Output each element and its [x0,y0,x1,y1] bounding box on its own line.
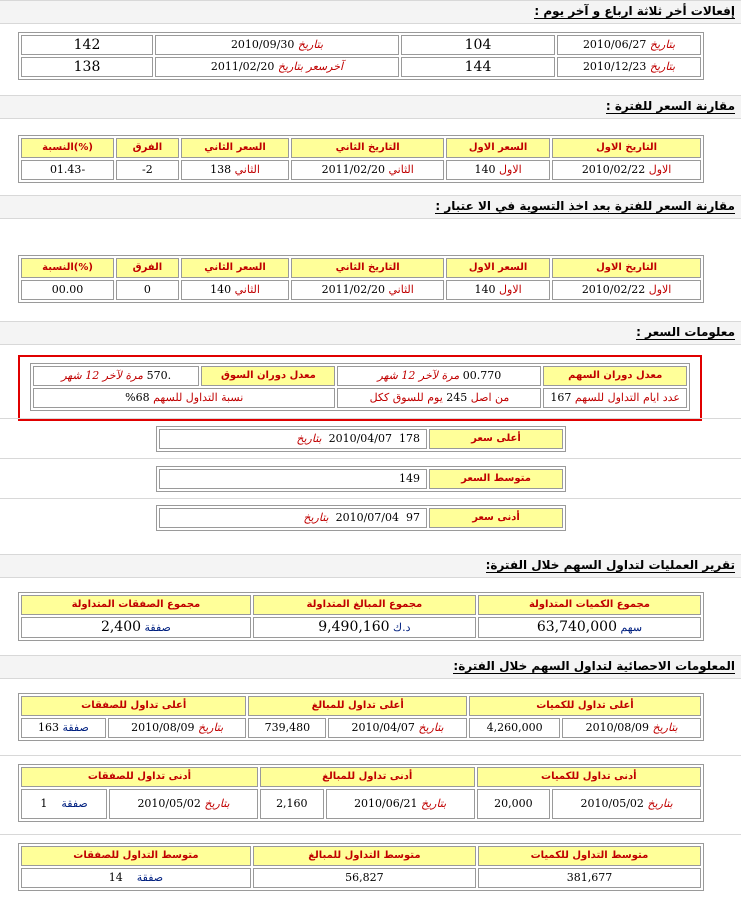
col-header: متوسط التداول للكميات [478,846,701,866]
col-header: السعر الثاني [181,258,290,278]
high-price-value: 178 [399,432,420,445]
turnover-table [30,363,690,411]
price-cell: 138 [21,57,153,77]
first-date: 2010/02/22 [581,283,646,296]
operations-table [18,592,704,641]
table-row [21,868,701,888]
divider [0,498,741,499]
total-amount-value: 9,490,160 [318,619,390,635]
col-header: التاريخ الاول [552,138,701,158]
deals-cell [21,718,106,738]
trading-days-label: عدد ايام التداول للسهم [574,391,680,404]
avg-price-value: 149 [159,469,427,489]
section-title: إفعالات أخر ثلاثة ارباع و آخر يوم : [534,4,735,18]
market-days-value: 245 [446,391,468,404]
first-label: الاول [499,163,522,176]
table-row [159,508,563,528]
second-label: الثاني [388,163,414,176]
date-cell [557,57,701,77]
col-header: مجموع الصفقات المتداولة [21,595,251,615]
section-title: مقارنة السعر للفترة : [605,99,735,113]
total-deals-cell [21,617,251,638]
low-price-cell [159,508,427,528]
deals-value: 163 [37,721,59,734]
date-cell [328,718,467,738]
price-cell: 104 [401,35,555,55]
section-header-compare [0,95,741,119]
date-cell [562,718,701,738]
total-deals-value: 2,400 [100,619,142,635]
value-cell: 4,260,000 [469,718,560,738]
table-row [21,789,701,819]
high-price-table [156,426,566,452]
col-header: التاريخ الثاني [291,138,444,158]
first-label: الاول [499,283,522,296]
total-quantity-cell [478,617,701,638]
unit-label: صفقة [144,621,171,634]
table-row [21,617,701,638]
second-date: 2011/02/20 [321,283,385,296]
date-label: بتاريخ [420,797,447,810]
avg-quantity-value: 381,677 [478,868,701,888]
divider [0,458,741,459]
table-row [21,718,701,738]
first-date: 2010/02/22 [581,163,646,176]
date-label: بتاريخ [652,721,678,734]
section-title: معلومات السعر : [636,325,735,339]
table-header-row [21,696,701,716]
diff-cell: 2- [116,160,179,180]
date-label: بتاريخ [296,432,322,445]
avg-deals-cell [21,868,251,888]
date-cell [557,35,701,55]
last-price-label: آخرسعر [306,60,344,73]
table-row [21,280,701,300]
deals-value: 1 [40,797,48,810]
col-header: التاريخ الاول [552,258,701,278]
date-value: 2010/06/27 [582,38,647,51]
second-label: الثاني [234,163,260,176]
table-row [21,57,701,77]
table-row [21,160,701,180]
date-value: 2010/05/02 [580,797,644,810]
market-days-cell [337,388,541,408]
unit-label: د.ك [393,621,411,634]
col-header: (%)النسبة [21,138,114,158]
table-header-row [21,595,701,615]
first-price-cell [446,280,550,300]
col-header: أعلى تداول للكميات [469,696,701,716]
high-price-cell [159,429,427,449]
divider [0,418,741,419]
unit-label: صفقة [136,871,164,884]
compare-table [18,135,704,183]
date-cell [155,57,399,77]
col-header: الفرق [116,138,179,158]
section-title: تقرير العمليات لتداول السهم خلال الفترة: [485,558,735,572]
section-title: مقارنة السعر للفترة بعد اخذ التسوية في الا عتبار : [435,199,735,213]
first-price-cell [446,160,550,180]
date-cell [326,789,475,819]
trading-days-cell [543,388,687,408]
date-label: بتاريخ [649,60,676,73]
pct-cell: 00.00 [21,280,114,300]
trading-ratio-label: نسبة التداول للسهم [153,391,244,404]
market-turnover-value: .570 [146,369,172,382]
second-date-cell [291,280,444,300]
avg-price-table [156,466,566,492]
first-label: الاول [648,163,672,176]
col-header: أدنى تداول للمبالغ [260,767,475,787]
trading-days-value: 167 [550,391,572,404]
market-turnover-cell [33,366,199,386]
section-header-statistics [0,655,741,679]
second-price: 140 [210,283,232,296]
col-header: مجموع المبالغ المتداولة [253,595,476,615]
second-label: الثاني [234,283,260,296]
first-date-cell [552,280,701,300]
high-price-header: أعلى سعر [429,429,563,449]
avg-price-header: متوسط السعر [429,469,563,489]
date-cell [109,789,258,819]
date-value: 2010/04/07 [351,721,415,734]
table-row [159,429,563,449]
date-label: بتاريخ [297,38,324,51]
value-cell: 2,160 [260,789,324,819]
section-header-operations [0,554,741,578]
first-date-cell [552,160,701,180]
trading-ratio-cell [33,388,335,408]
date-value: 2010/08/09 [585,721,649,734]
unit-label: يوم للسوق ككل [369,391,443,404]
section-header-price-info [0,321,741,345]
date-value: 2010/06/21 [354,797,418,810]
deals-cell [21,789,107,819]
last3-table [18,32,704,80]
stock-turnover-cell [337,366,541,386]
low-price-table [156,505,566,531]
section-header-last3 [0,0,741,24]
col-header: أدنى تداول للكميات [477,767,701,787]
col-header: السعر الثاني [181,138,290,158]
first-price: 140 [474,283,496,296]
price-cell: 144 [401,57,555,77]
date-cell [108,718,247,738]
avg-deals-value: 14 [108,871,123,884]
first-price: 140 [474,163,496,176]
pct-cell: -01.43 [21,160,114,180]
stock-turnover-header: معدل دوران السهم [543,366,687,386]
total-amount-cell [253,617,476,638]
compare-adjusted-table [18,255,704,303]
date-label: بتاريخ [197,721,224,734]
unit-label: مرة لآخر 12 شهر [61,369,144,382]
col-header: متوسط التداول للصفقات [21,846,251,866]
low-price-header: أدنى سعر [429,508,563,528]
price-cell: 142 [21,35,153,55]
second-label: الثاني [388,283,414,296]
date-label: بتاريخ [647,797,673,810]
unit-label: صفقة [62,721,89,734]
value-cell: 20,000 [477,789,551,819]
col-header: أعلى تداول للمبالغ [248,696,466,716]
col-header: أعلى تداول للصفقات [21,696,246,716]
of-label: من اصل [470,391,510,404]
date-value: 2010/12/23 [582,60,647,73]
second-date: 2011/02/20 [321,163,385,176]
date-value: 2010/08/09 [131,721,195,734]
date-label: بتاريخ [204,797,230,810]
col-header: (%)النسبة [21,258,114,278]
divider [0,755,741,756]
table-header-row [21,846,701,866]
col-header: السعر الاول [446,138,550,158]
unit-label: مرة لآخر 12 شهر [377,369,460,382]
col-header: أدنى تداول للصفقات [21,767,258,787]
second-price-cell [181,280,290,300]
date-value: 2010/09/30 [230,38,295,51]
second-price: 138 [210,163,232,176]
unit-label: صفقة [61,797,88,810]
date-cell [155,35,399,55]
section-header-compare-adjusted [0,195,741,219]
trading-ratio-value: 68% [125,391,150,404]
stock-turnover-value: 00.770 [462,369,502,382]
first-label: الاول [648,283,672,296]
diff-cell: 0 [116,280,179,300]
col-header: السعر الاول [446,258,550,278]
table-row [33,366,687,386]
average-trading-table [18,843,704,891]
second-date-cell [291,160,444,180]
value-cell: 739,480 [248,718,326,738]
section-title: المعلومات الاحصائية لتداول السهم خلال الفترة: [453,659,735,673]
table-row [21,35,701,55]
table-header-row [21,258,701,278]
avg-amount-value: 56,827 [253,868,476,888]
col-header: التاريخ الثاني [291,258,444,278]
market-turnover-header: معدل دوران السوق [201,366,335,386]
lowest-trading-table [18,764,704,822]
date-value: 2010/04/07 [328,432,392,445]
date-label: بتاريخ [649,38,676,51]
date-label: بتاريخ [277,60,304,73]
date-cell [552,789,701,819]
divider [0,834,741,835]
date-value: 2010/05/02 [137,797,201,810]
date-label: بتاريخ [303,511,329,524]
date-value: 2011/02/20 [210,60,275,73]
col-header: الفرق [116,258,179,278]
low-price-value: 97 [406,511,420,524]
date-label: بتاريخ [418,721,444,734]
second-price-cell [181,160,290,180]
table-row [159,469,563,489]
total-quantity-value: 63,740,000 [536,619,617,635]
table-header-row [21,138,701,158]
date-value: 2010/07/04 [335,511,399,524]
highest-trading-table [18,693,704,741]
table-row [33,388,687,408]
col-header: متوسط التداول للمبالغ [253,846,476,866]
col-header: مجموع الكميات المتداولة [478,595,701,615]
unit-label: سهم [620,621,643,634]
table-header-row [21,767,701,787]
